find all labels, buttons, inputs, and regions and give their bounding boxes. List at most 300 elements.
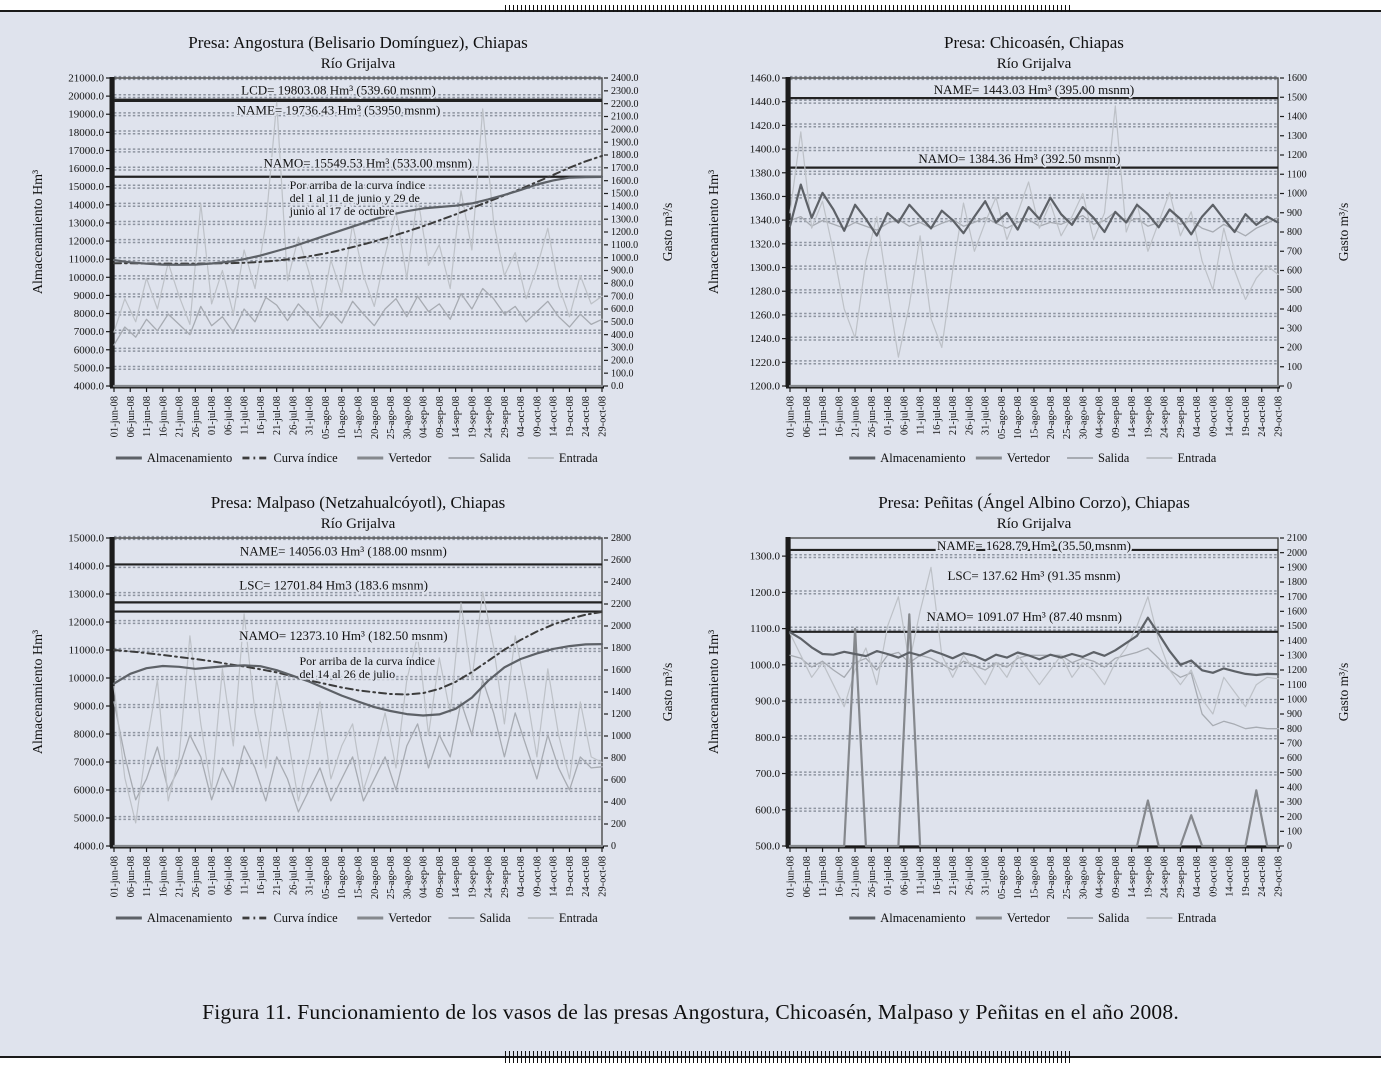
svg-text:21-jun-08: 21-jun-08 — [174, 856, 186, 898]
svg-text:0.0: 0.0 — [611, 381, 624, 393]
svg-text:06-jul-08: 06-jul-08 — [223, 396, 235, 436]
series-almacenamiento — [790, 185, 1278, 236]
svg-text:12000.0: 12000.0 — [68, 616, 104, 629]
svg-text:20-ago-08: 20-ago-08 — [369, 856, 381, 900]
figure-panel — [0, 12, 1381, 1056]
svg-text:11-jun-08: 11-jun-08 — [818, 396, 830, 438]
svg-text:1300: 1300 — [1287, 130, 1307, 142]
svg-text:16-jun-08: 16-jun-08 — [158, 856, 170, 898]
svg-text:600.0: 600.0 — [611, 304, 634, 316]
svg-text:06-jul-08: 06-jul-08 — [899, 856, 911, 896]
bottom-rule — [0, 1056, 1381, 1058]
svg-text:NAMO= 12373.10 Hm³ (182.50 msn: NAMO= 12373.10 Hm³ (182.50 msnm) — [239, 627, 448, 643]
svg-text:21000.0: 21000.0 — [68, 72, 104, 85]
right-axis — [1280, 73, 1351, 392]
svg-text:2400.0: 2400.0 — [611, 73, 639, 85]
svg-text:26-jun-08: 26-jun-08 — [866, 396, 878, 438]
svg-text:Vertedor: Vertedor — [1006, 911, 1050, 925]
svg-text:Entrada: Entrada — [1177, 451, 1217, 465]
svg-text:Vertedor: Vertedor — [388, 451, 432, 465]
svg-text:6000.0: 6000.0 — [73, 784, 104, 797]
svg-text:15-ago-08: 15-ago-08 — [1029, 856, 1041, 900]
svg-text:29-oct-08: 29-oct-08 — [597, 856, 609, 897]
svg-text:NAME= 14056.03 Hm³ (188.00 msn: NAME= 14056.03 Hm³ (188.00 msnm) — [239, 543, 447, 559]
svg-text:800: 800 — [611, 753, 626, 765]
svg-text:500: 500 — [1287, 767, 1302, 779]
svg-text:600: 600 — [1287, 265, 1302, 277]
svg-text:700: 700 — [1287, 246, 1302, 258]
axes — [110, 77, 604, 387]
svg-text:21-jun-08: 21-jun-08 — [850, 856, 862, 898]
svg-text:29-sep-08: 29-sep-08 — [1175, 856, 1187, 898]
svg-text:19-oct-08: 19-oct-08 — [1240, 396, 1252, 437]
svg-text:1300.0: 1300.0 — [611, 214, 639, 226]
svg-text:19-sep-08: 19-sep-08 — [1143, 856, 1155, 898]
svg-text:del 1 al 11 de junio y 29 de: del 1 al 11 de junio y 29 de — [289, 191, 420, 206]
x-axis — [110, 847, 609, 899]
svg-text:14-sep-08: 14-sep-08 — [1127, 396, 1139, 438]
svg-text:14-oct-08: 14-oct-08 — [548, 396, 560, 437]
svg-text:1340.0: 1340.0 — [749, 214, 780, 227]
svg-text:LSC= 12701.84 Hm3 (183.6 msnm): LSC= 12701.84 Hm3 (183.6 msnm) — [239, 577, 428, 593]
svg-text:21-jul-08: 21-jul-08 — [948, 856, 960, 896]
svg-text:Entrada: Entrada — [558, 911, 598, 925]
svg-text:06-jun-08: 06-jun-08 — [125, 856, 137, 898]
svg-text:2400: 2400 — [611, 577, 631, 589]
svg-text:14-oct-08: 14-oct-08 — [548, 856, 560, 897]
svg-text:10000.0: 10000.0 — [68, 271, 104, 284]
svg-text:800: 800 — [1287, 227, 1302, 239]
svg-text:Almacenamiento Hm³: Almacenamiento Hm³ — [31, 629, 46, 755]
svg-text:800: 800 — [1287, 723, 1302, 735]
svg-text:06-jun-08: 06-jun-08 — [801, 856, 813, 898]
svg-text:06-jul-08: 06-jul-08 — [899, 396, 911, 436]
svg-text:11-jul-08: 11-jul-08 — [915, 396, 927, 435]
svg-text:15-ago-08: 15-ago-08 — [1029, 396, 1041, 440]
svg-text:800.0: 800.0 — [611, 278, 634, 290]
x-axis — [786, 387, 1285, 439]
svg-text:Salida: Salida — [1098, 911, 1130, 925]
svg-text:100: 100 — [1287, 361, 1302, 373]
svg-text:2200: 2200 — [611, 599, 631, 611]
svg-text:01-jul-08: 01-jul-08 — [207, 396, 219, 436]
svg-text:30-ago-08: 30-ago-08 — [402, 856, 414, 900]
svg-text:13000.0: 13000.0 — [68, 217, 104, 230]
figure-caption: Figura 11. Funcionamiento de los vasos de las presas Angostura, Chicoasén, Malpaso y Peñitas en el año 2008. — [202, 1000, 1179, 1024]
svg-text:1800.0: 1800.0 — [611, 150, 639, 162]
svg-text:21-jul-08: 21-jul-08 — [948, 396, 960, 436]
svg-text:10000.0: 10000.0 — [68, 672, 104, 685]
svg-text:Río Grijalva: Río Grijalva — [320, 516, 396, 532]
svg-text:2600: 2600 — [611, 555, 631, 567]
svg-text:200.0: 200.0 — [611, 355, 634, 367]
svg-text:26-jul-08: 26-jul-08 — [964, 856, 976, 896]
svg-text:16-jun-08: 16-jun-08 — [834, 856, 846, 898]
svg-text:Río Grijalva: Río Grijalva — [996, 516, 1072, 532]
svg-text:31-jul-08: 31-jul-08 — [980, 396, 992, 436]
svg-text:Vertedor: Vertedor — [1006, 451, 1050, 465]
svg-text:Gasto m³/s: Gasto m³/s — [660, 202, 675, 262]
svg-text:14000.0: 14000.0 — [68, 560, 104, 573]
svg-text:1400.0: 1400.0 — [749, 143, 780, 156]
svg-text:15000.0: 15000.0 — [68, 532, 104, 545]
svg-text:4000.0: 4000.0 — [73, 380, 104, 393]
svg-text:19-sep-08: 19-sep-08 — [1143, 396, 1155, 438]
svg-text:15000.0: 15000.0 — [68, 181, 104, 194]
svg-text:21-jul-08: 21-jul-08 — [272, 396, 284, 436]
svg-text:20-ago-08: 20-ago-08 — [369, 396, 381, 440]
svg-text:700: 700 — [1287, 738, 1302, 750]
svg-text:25-ago-08: 25-ago-08 — [1062, 856, 1074, 900]
svg-text:11-jul-08: 11-jul-08 — [915, 856, 927, 895]
svg-text:Presa: Peñitas (Ángel Albino C: Presa: Peñitas (Ángel Albino Corzo), Chiapas — [878, 493, 1190, 512]
svg-text:NAME= 1628.79 Hm³ (35.50 msnm): NAME= 1628.79 Hm³ (35.50 msnm) — [937, 537, 1131, 553]
svg-text:700.0: 700.0 — [755, 768, 780, 781]
svg-text:Almacenamiento: Almacenamiento — [880, 451, 966, 465]
svg-text:18000.0: 18000.0 — [68, 126, 104, 139]
svg-text:15-ago-08: 15-ago-08 — [353, 856, 365, 900]
chart-title — [878, 493, 1190, 532]
svg-text:14000.0: 14000.0 — [68, 199, 104, 212]
svg-text:1600: 1600 — [611, 665, 631, 677]
svg-text:29-oct-08: 29-oct-08 — [1273, 396, 1285, 437]
right-axis — [604, 533, 675, 852]
svg-text:400: 400 — [1287, 782, 1302, 794]
svg-text:Entrada: Entrada — [558, 451, 598, 465]
svg-text:0: 0 — [611, 841, 616, 853]
svg-text:1200.0: 1200.0 — [749, 586, 780, 599]
svg-text:4000.0: 4000.0 — [73, 840, 104, 853]
svg-text:900.0: 900.0 — [755, 695, 780, 708]
svg-text:10-ago-08: 10-ago-08 — [337, 856, 349, 900]
svg-text:600: 600 — [1287, 753, 1302, 765]
svg-text:11000.0: 11000.0 — [68, 253, 104, 266]
svg-text:2000: 2000 — [611, 621, 631, 633]
svg-text:09-sep-08: 09-sep-08 — [434, 856, 446, 898]
left-axis — [707, 551, 786, 853]
svg-text:2100.0: 2100.0 — [611, 111, 639, 123]
svg-text:1000.0: 1000.0 — [749, 659, 780, 672]
series-entrada — [790, 567, 1278, 714]
svg-text:16-jul-08: 16-jul-08 — [255, 856, 267, 896]
chart-chicoasen — [702, 30, 1357, 485]
svg-text:11000.0: 11000.0 — [68, 644, 104, 657]
svg-text:Río Grijalva: Río Grijalva — [320, 56, 396, 72]
svg-text:LSC= 137.62 Hm³ (91.35 msnm): LSC= 137.62 Hm³ (91.35 msnm) — [947, 567, 1121, 583]
svg-text:26-jun-08: 26-jun-08 — [866, 856, 878, 898]
svg-text:600.0: 600.0 — [755, 804, 780, 817]
svg-text:500: 500 — [1287, 284, 1302, 296]
svg-text:1000.0: 1000.0 — [611, 252, 639, 264]
svg-text:Por arriba de la curva índice: Por arriba de la curva índice — [289, 178, 426, 193]
svg-text:Gasto m³/s: Gasto m³/s — [660, 662, 675, 722]
svg-text:01-jun-08: 01-jun-08 — [785, 396, 797, 438]
svg-text:1600: 1600 — [1287, 606, 1307, 618]
svg-text:1200: 1200 — [1287, 665, 1307, 677]
svg-text:1300: 1300 — [1287, 650, 1307, 662]
svg-text:11-jun-08: 11-jun-08 — [142, 856, 154, 898]
svg-text:01-jul-08: 01-jul-08 — [883, 396, 895, 436]
svg-text:01-jun-08: 01-jun-08 — [109, 396, 121, 438]
svg-text:24-oct-08: 24-oct-08 — [1257, 396, 1269, 437]
svg-text:9000.0: 9000.0 — [73, 700, 104, 713]
svg-text:04-oct-08: 04-oct-08 — [1192, 395, 1204, 437]
series-salida — [790, 648, 1278, 729]
svg-text:1000: 1000 — [1287, 188, 1307, 200]
left-axis — [707, 73, 786, 393]
svg-text:01-jun-08: 01-jun-08 — [785, 856, 797, 898]
svg-text:Almacenamiento Hm³: Almacenamiento Hm³ — [31, 169, 46, 295]
svg-text:300.0: 300.0 — [611, 342, 634, 354]
svg-text:16-jun-08: 16-jun-08 — [158, 396, 170, 438]
svg-text:13000.0: 13000.0 — [68, 588, 104, 601]
svg-text:19-sep-08: 19-sep-08 — [467, 396, 479, 438]
svg-text:19-sep-08: 19-sep-08 — [467, 856, 479, 898]
svg-text:31-jul-08: 31-jul-08 — [304, 396, 316, 436]
svg-text:24-oct-08: 24-oct-08 — [1257, 856, 1269, 897]
svg-text:09-oct-08: 09-oct-08 — [1208, 396, 1220, 437]
svg-text:10-ago-08: 10-ago-08 — [1013, 856, 1025, 900]
svg-text:26-jun-08: 26-jun-08 — [190, 396, 202, 438]
svg-text:1000: 1000 — [1287, 694, 1307, 706]
svg-text:26-jul-08: 26-jul-08 — [964, 396, 976, 436]
svg-text:1420.0: 1420.0 — [749, 119, 780, 132]
svg-text:8000.0: 8000.0 — [73, 728, 104, 741]
svg-text:LCD= 19803.08 Hm³ (539.60 msnm: LCD= 19803.08 Hm³ (539.60 msnm) — [241, 82, 436, 98]
svg-text:04-sep-08: 04-sep-08 — [418, 856, 430, 898]
svg-text:29-sep-08: 29-sep-08 — [1175, 396, 1187, 439]
legend — [849, 451, 1217, 465]
svg-text:Salida: Salida — [1098, 451, 1130, 465]
svg-text:31-jul-08: 31-jul-08 — [304, 856, 316, 896]
svg-text:Curva índice: Curva índice — [273, 451, 338, 465]
svg-text:1100: 1100 — [1287, 679, 1307, 691]
svg-text:14-oct-08: 14-oct-08 — [1224, 396, 1236, 437]
gridlines — [790, 77, 1278, 364]
right-axis — [604, 73, 675, 392]
svg-text:NAMO= 15549.53 Hm³ (533.00 msn: NAMO= 15549.53 Hm³ (533.00 msnm) — [263, 155, 472, 171]
svg-text:1800: 1800 — [611, 643, 631, 655]
svg-text:05-ago-08: 05-ago-08 — [320, 396, 332, 440]
svg-text:1240.0: 1240.0 — [749, 333, 780, 346]
svg-text:1600.0: 1600.0 — [611, 175, 639, 187]
svg-text:NAME= 1443.03 Hm³ (395.00 msnm: NAME= 1443.03 Hm³ (395.00 msnm) — [933, 81, 1135, 97]
svg-text:junio al 17 de octubre: junio al 17 de octubre — [289, 204, 395, 219]
svg-text:09-oct-08: 09-oct-08 — [532, 396, 544, 437]
x-axis — [786, 847, 1285, 899]
right-axis — [1280, 533, 1351, 852]
svg-text:1300.0: 1300.0 — [749, 550, 780, 563]
svg-text:1300.0: 1300.0 — [749, 262, 780, 275]
svg-text:600: 600 — [611, 775, 626, 787]
svg-text:1100.0: 1100.0 — [750, 623, 780, 636]
svg-text:06-jun-08: 06-jun-08 — [125, 396, 137, 438]
svg-text:14-oct-08: 14-oct-08 — [1224, 856, 1236, 897]
svg-text:24-sep-08: 24-sep-08 — [483, 396, 495, 438]
series-entrada — [790, 106, 1278, 357]
svg-text:29-oct-08: 29-oct-08 — [597, 396, 609, 437]
chart-title — [211, 493, 506, 532]
svg-text:09-sep-08: 09-sep-08 — [434, 396, 446, 438]
svg-text:0: 0 — [1287, 841, 1292, 853]
svg-text:1220.0: 1220.0 — [749, 356, 780, 369]
svg-text:11-jul-08: 11-jul-08 — [239, 396, 251, 435]
svg-text:16000.0: 16000.0 — [68, 163, 104, 176]
annotations — [927, 538, 1131, 624]
svg-text:del 14 al 26 de julio: del 14 al 26 de julio — [299, 666, 396, 681]
svg-text:900: 900 — [1287, 207, 1302, 219]
svg-text:26-jun-08: 26-jun-08 — [190, 856, 202, 898]
svg-text:24-sep-08: 24-sep-08 — [1159, 396, 1171, 438]
svg-text:Salida: Salida — [479, 451, 511, 465]
svg-text:1200: 1200 — [1287, 150, 1307, 162]
svg-text:14-sep-08: 14-sep-08 — [1127, 856, 1139, 898]
svg-text:21-jul-08: 21-jul-08 — [272, 856, 284, 896]
svg-text:04-oct-08: 04-oct-08 — [1192, 856, 1204, 897]
svg-text:1200.0: 1200.0 — [611, 227, 639, 239]
svg-text:Curva índice: Curva índice — [273, 911, 338, 925]
svg-text:16-jul-08: 16-jul-08 — [931, 396, 943, 436]
svg-text:0: 0 — [1287, 381, 1292, 393]
svg-text:Salida: Salida — [479, 911, 511, 925]
svg-text:NAMO= 1384.36 Hm³ (392.50 msnm: NAMO= 1384.36 Hm³ (392.50 msnm) — [918, 151, 1121, 167]
svg-text:2300.0: 2300.0 — [611, 86, 639, 98]
svg-text:06-jun-08: 06-jun-08 — [801, 396, 813, 438]
chart-title — [188, 33, 527, 72]
svg-text:21-jun-08: 21-jun-08 — [850, 396, 862, 438]
gridlines — [114, 77, 602, 370]
svg-text:26-jul-08: 26-jul-08 — [288, 396, 300, 436]
svg-text:Almacenamiento Hm³: Almacenamiento Hm³ — [707, 169, 722, 295]
svg-text:10-ago-08: 10-ago-08 — [337, 396, 349, 440]
svg-text:Gasto m³/s: Gasto m³/s — [1336, 662, 1351, 722]
svg-text:26-jul-08: 26-jul-08 — [288, 856, 300, 896]
legend — [116, 451, 598, 465]
svg-text:1500: 1500 — [1287, 92, 1307, 104]
svg-text:24-sep-08: 24-sep-08 — [483, 856, 495, 898]
svg-text:5000.0: 5000.0 — [73, 362, 104, 375]
legend — [116, 911, 598, 925]
svg-text:29-sep-08: 29-sep-08 — [499, 856, 511, 898]
svg-text:7000.0: 7000.0 — [73, 326, 104, 339]
svg-text:24-oct-08: 24-oct-08 — [581, 396, 593, 437]
svg-text:Por arriba de la curva índice: Por arriba de la curva índice — [299, 653, 436, 668]
svg-text:1100: 1100 — [1287, 169, 1307, 181]
svg-text:30-ago-08: 30-ago-08 — [1078, 396, 1090, 440]
svg-text:20-ago-08: 20-ago-08 — [1045, 856, 1057, 900]
svg-text:19-oct-08: 19-oct-08 — [1240, 856, 1252, 897]
svg-text:24-sep-08: 24-sep-08 — [1159, 856, 1171, 898]
svg-text:04-sep-08: 04-sep-08 — [418, 396, 430, 438]
svg-text:300: 300 — [1287, 323, 1302, 335]
svg-text:1280.0: 1280.0 — [749, 285, 780, 298]
svg-text:NAME= 19736.43 Hm³ (53950 msnm: NAME= 19736.43 Hm³ (53950 msnm) — [236, 102, 441, 118]
svg-text:1500: 1500 — [1287, 621, 1307, 633]
svg-text:2000: 2000 — [1287, 547, 1307, 559]
svg-text:100.0: 100.0 — [611, 368, 634, 380]
svg-text:1380.0: 1380.0 — [749, 167, 780, 180]
svg-text:30-ago-08: 30-ago-08 — [1078, 856, 1090, 900]
chart-title — [944, 33, 1124, 72]
svg-text:1400: 1400 — [611, 687, 631, 699]
svg-text:9000.0: 9000.0 — [73, 289, 104, 302]
svg-text:10-ago-08: 10-ago-08 — [1013, 396, 1025, 440]
x-axis — [110, 387, 609, 439]
svg-text:2800: 2800 — [611, 533, 631, 545]
svg-text:400: 400 — [611, 797, 626, 809]
svg-text:900.0: 900.0 — [611, 265, 634, 277]
left-axis — [31, 73, 110, 393]
svg-text:19000.0: 19000.0 — [68, 108, 104, 121]
svg-text:Almacenamiento: Almacenamiento — [146, 911, 233, 925]
svg-text:04-sep-08: 04-sep-08 — [1094, 396, 1106, 438]
svg-text:06-jul-08: 06-jul-08 — [223, 856, 235, 896]
svg-text:11-jul-08: 11-jul-08 — [239, 856, 251, 895]
svg-text:04-oct-08: 04-oct-08 — [516, 856, 528, 897]
svg-text:700.0: 700.0 — [611, 291, 634, 303]
svg-text:11-jun-08: 11-jun-08 — [818, 856, 830, 898]
svg-text:Presa: Malpaso (Netzahualcóyot: Presa: Malpaso (Netzahualcóyotl), Chiapas — [210, 493, 506, 512]
svg-text:30-ago-08: 30-ago-08 — [402, 396, 414, 440]
svg-text:15-ago-08: 15-ago-08 — [353, 396, 365, 440]
svg-text:200: 200 — [1287, 342, 1302, 354]
svg-text:14-sep-08: 14-sep-08 — [451, 856, 463, 898]
svg-text:Vertedor: Vertedor — [388, 911, 432, 925]
svg-text:1900: 1900 — [1287, 562, 1307, 574]
svg-text:1400: 1400 — [1287, 111, 1307, 123]
svg-text:Almacenamiento Hm³: Almacenamiento Hm³ — [707, 629, 722, 755]
axes — [786, 537, 1280, 847]
svg-text:25-ago-08: 25-ago-08 — [386, 856, 398, 900]
svg-text:29-sep-08: 29-sep-08 — [499, 396, 511, 439]
svg-text:1260.0: 1260.0 — [749, 309, 780, 322]
svg-text:200: 200 — [1287, 811, 1302, 823]
svg-text:500.0: 500.0 — [611, 317, 634, 329]
svg-text:1700.0: 1700.0 — [611, 163, 639, 175]
svg-text:16-jun-08: 16-jun-08 — [834, 396, 846, 438]
svg-text:09-oct-08: 09-oct-08 — [532, 856, 544, 897]
svg-text:1700: 1700 — [1287, 591, 1307, 603]
svg-text:21-jun-08: 21-jun-08 — [174, 396, 186, 438]
svg-text:NAMO= 1091.07 Hm³ (87.40 msnm): NAMO= 1091.07 Hm³ (87.40 msnm) — [926, 609, 1122, 625]
svg-text:Gasto m³/s: Gasto m³/s — [1336, 202, 1351, 262]
svg-text:09-oct-08: 09-oct-08 — [1208, 856, 1220, 897]
svg-text:900: 900 — [1287, 709, 1302, 721]
svg-text:25-ago-08: 25-ago-08 — [386, 396, 398, 440]
legend — [849, 911, 1217, 925]
svg-text:1460.0: 1460.0 — [749, 72, 780, 85]
svg-text:400.0: 400.0 — [611, 329, 634, 341]
svg-text:04-oct-08: 04-oct-08 — [516, 395, 528, 437]
svg-text:1500.0: 1500.0 — [611, 188, 639, 200]
svg-text:Río Grijalva: Río Grijalva — [996, 56, 1072, 72]
svg-text:1400: 1400 — [1287, 635, 1307, 647]
svg-text:05-ago-08: 05-ago-08 — [320, 856, 332, 900]
svg-text:8000.0: 8000.0 — [73, 308, 104, 321]
chart-malpaso — [26, 490, 681, 945]
svg-text:1900.0: 1900.0 — [611, 137, 639, 149]
svg-text:19-oct-08: 19-oct-08 — [564, 856, 576, 897]
svg-text:12000.0: 12000.0 — [68, 235, 104, 248]
svg-text:1800: 1800 — [1287, 577, 1307, 589]
svg-text:09-sep-08: 09-sep-08 — [1110, 396, 1122, 438]
svg-text:01-jul-08: 01-jul-08 — [883, 856, 895, 896]
svg-text:1360.0: 1360.0 — [749, 190, 780, 203]
svg-text:Entrada: Entrada — [1177, 911, 1217, 925]
chart-angostura — [26, 30, 681, 485]
svg-text:29-oct-08: 29-oct-08 — [1273, 856, 1285, 897]
svg-text:2200.0: 2200.0 — [611, 98, 639, 110]
